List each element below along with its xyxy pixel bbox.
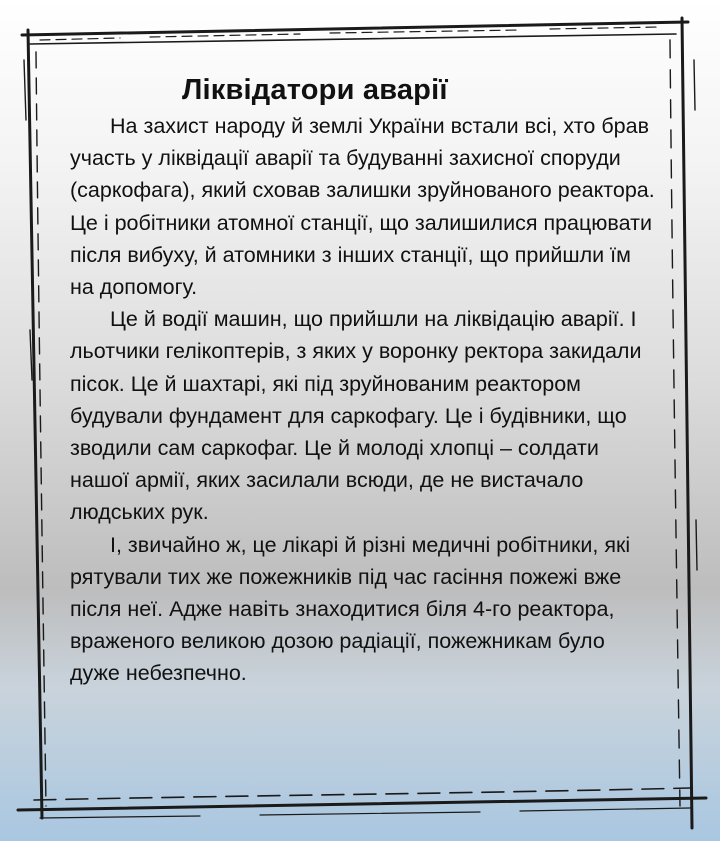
paragraph-3: І, звичайно ж, це лікарі й різні медичні робітники, які рятували тих же пожежників під час гасіння пожежі вже після неї. Адже навіть знаходитися біля 4-го реактора, враженого великою дозою радіації, пожежникам було дуже небезпечно. xyxy=(70,532,631,686)
document-body xyxy=(70,70,660,690)
paragraph-2: Це й водії машин, що прийшли на ліквідацію аварії. І льотчики гелікоптерів, з яких у воронку ректора закидали пісок. Це й шахтарі, які під зруйнованим реактором будували фундамент для саркофагу. Це і будівники, що зводили сам саркофаг. Це й молоді хлопці – солдати нашої армії, яких засилали всюди, де не вистачало людських рук. xyxy=(70,307,642,525)
paragraph-1: На захист народу й землі України встали всі, хто брав участь у ліквідації аварії та будуванні захисної споруди (саркофага), який сховав залишки зруйнованого реактора. Це і робітники атомної станції, що залишилися працювати після вибуху, й атомники з інших станції, що прийшли їм на допомогу. xyxy=(70,114,655,300)
document-title: Ліквідатори аварії xyxy=(182,74,448,106)
